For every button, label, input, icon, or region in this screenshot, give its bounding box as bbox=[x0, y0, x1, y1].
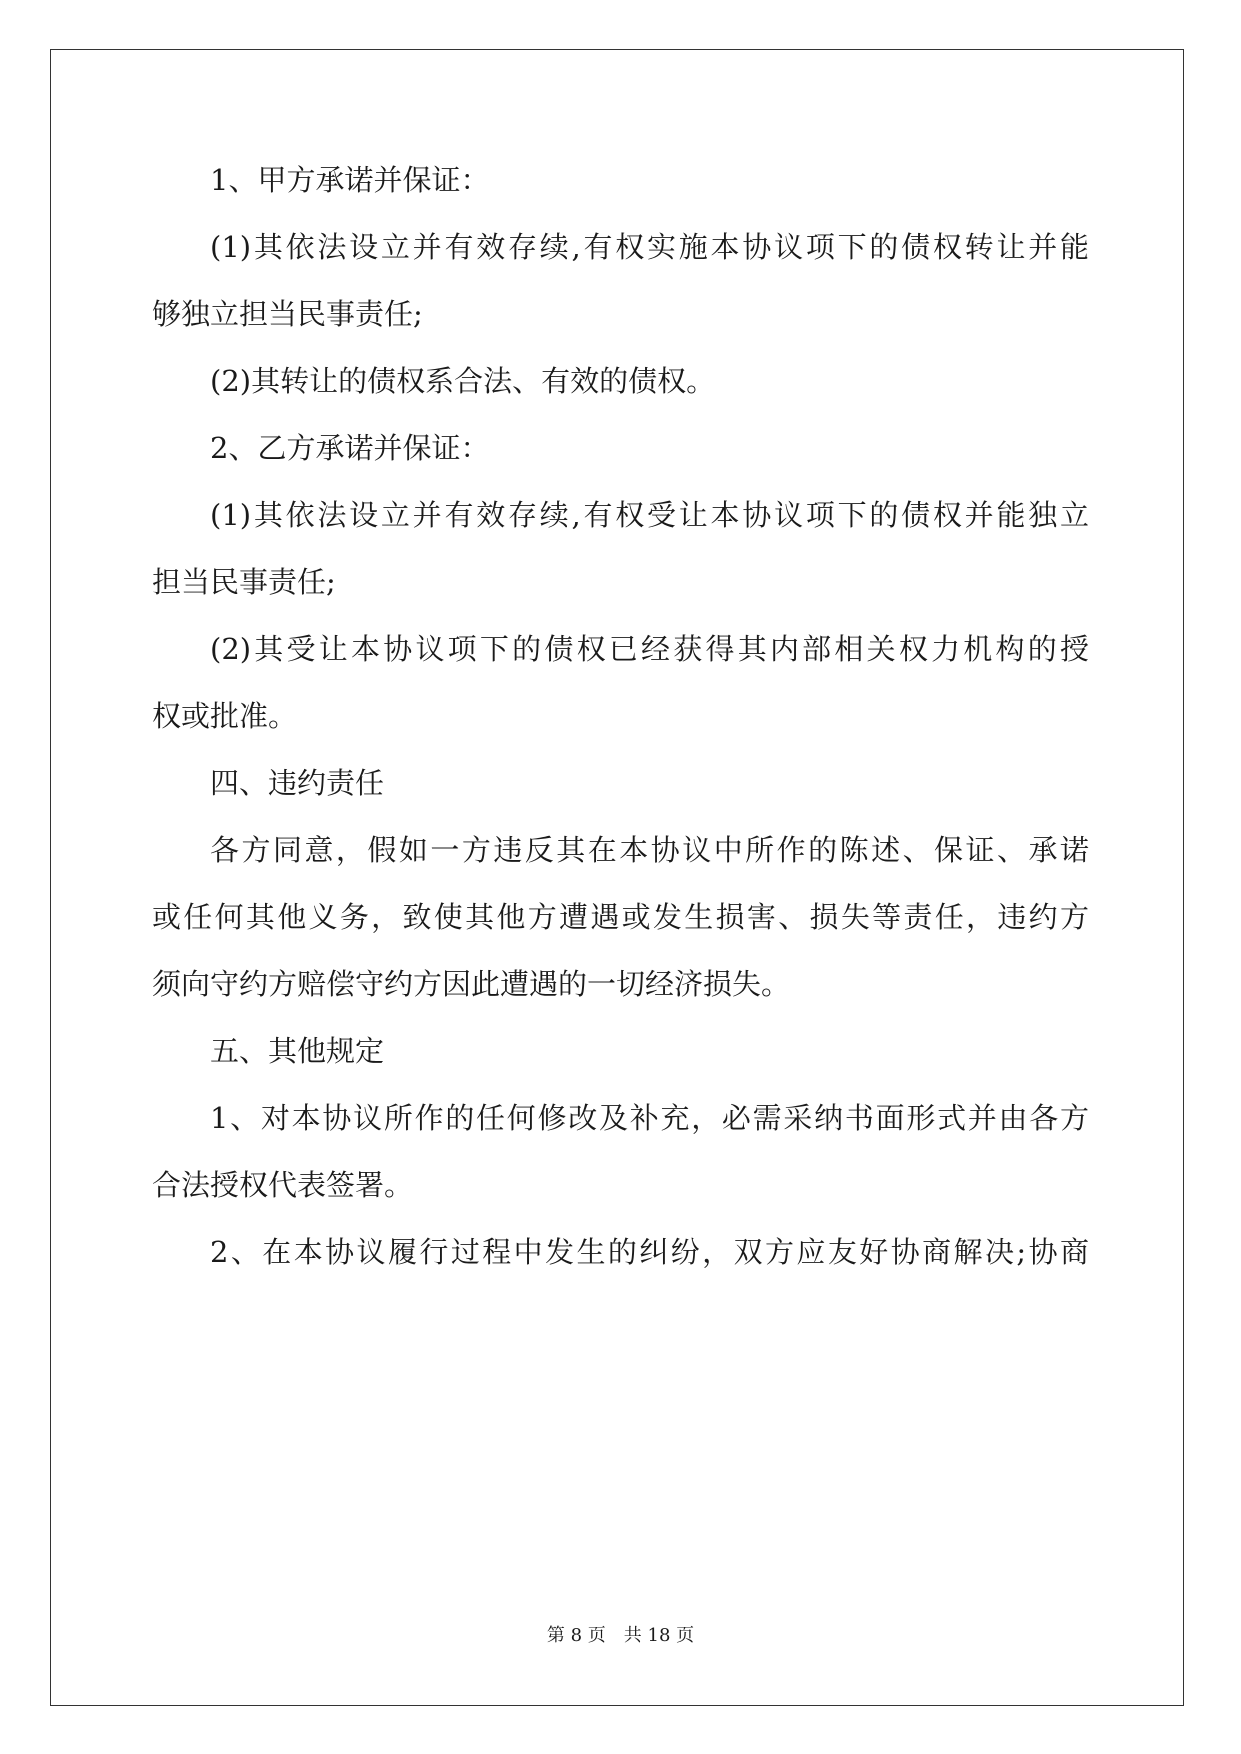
paragraph-line: 1、对本协议所作的任何修改及补充，必需采纳书面形式并由各方 bbox=[210, 1101, 1089, 1135]
paragraph-line: 2、在本协议履行过程中发生的纠纷，双方应友好协商解决;协商 bbox=[210, 1235, 1089, 1269]
paragraph-line: 须向守约方赔偿守约方因此遭遇的一切经济损失。 bbox=[152, 967, 791, 1001]
paragraph-line: 各方同意，假如一方违反其在本协议中所作的陈述、保证、承诺 bbox=[210, 833, 1089, 867]
section-heading-other: 五、其他规定 bbox=[210, 1034, 385, 1068]
paragraph-line: (1)其依法设立并有效存续,有权实施本协议项下的债权转让并能 bbox=[210, 230, 1089, 264]
clause-heading-party-a: 1、甲方承诺并保证： bbox=[210, 163, 490, 197]
section-heading-breach: 四、违约责任 bbox=[210, 766, 385, 800]
paragraph-line: 够独立担当民事责任; bbox=[152, 297, 423, 331]
clause-heading-party-b: 2、乙方承诺并保证： bbox=[210, 431, 490, 465]
paragraph-line: 担当民事责任; bbox=[152, 565, 336, 599]
paragraph-line: 权或批准。 bbox=[152, 699, 298, 733]
paragraph-line: (2)其受让本协议项下的债权已经获得其内部相关权力机构的授 bbox=[210, 632, 1089, 666]
paragraph-line: (1)其依法设立并有效存续,有权受让本协议项下的债权并能独立 bbox=[210, 498, 1089, 532]
paragraph-line: 或任何其他义务，致使其他方遭遇或发生损害、损失等责任，违约方 bbox=[152, 900, 1089, 934]
paragraph-line: (2)其转让的债权系合法、有效的债权。 bbox=[210, 364, 716, 398]
paragraph-line: 合法授权代表签署。 bbox=[152, 1168, 414, 1202]
page-number-footer: 第 8 页 共 18 页 bbox=[546, 1625, 695, 1646]
